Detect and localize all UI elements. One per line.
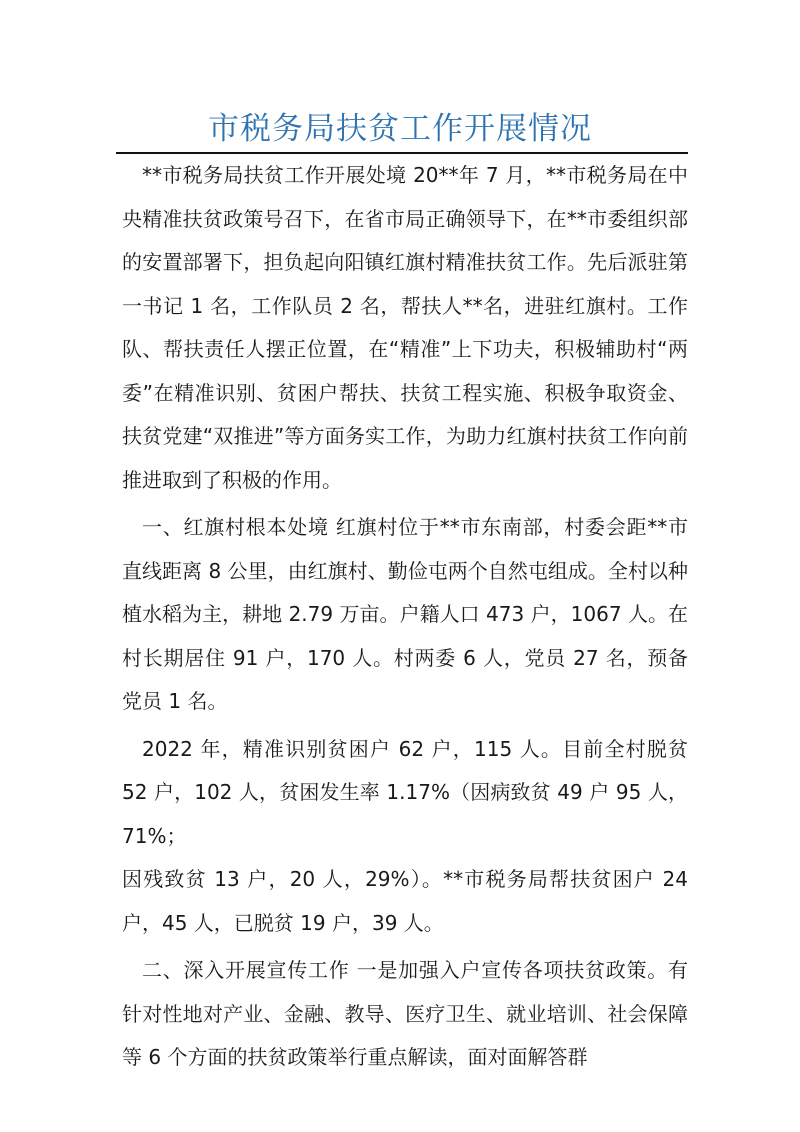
paragraph-village-basics: 一、红旗村根本处境 红旗村位于**市东南部，村委会距**市直线距离 8 公里，由红旗村、勤俭屯两个自然屯组成。全村以种植水稻为主，耕地 2.79 万亩。户籍人口 473 户，1067 人。在村长期居住 91 户，170 人。村两委 6 人，党员 27 名，预备党员 1 名。 bbox=[122, 515, 688, 713]
document-title: 市税务局扶贫工作开展情况 bbox=[208, 111, 592, 147]
paragraph-publicity-work: 二、深入开展宣传工作 一是加强入户宣传各项扶贫政策。有针对性地对产业、金融、教导、医疗卫生、就业培训、社会保障等 6 个方面的扶贫政策举行重点解读，面对面解答群 bbox=[122, 958, 688, 1069]
paragraph-overview: **市税务局扶贫工作开展处境 20**年 7 月，**市税务局在中央精准扶贫政策号召下，在省市局正确领导下，在**市委组织部的安置部署下，担负起向阳镇红旗村精准扶贫工作。先后派驻第一书记 1 名，工作队员 2 名，帮扶人**名，进驻红旗村。工作队、帮扶责任人摆正位置，在“精准”上下功夫，积极辅助村“两委”在精准识别、贫困户帮扶、扶贫工程实施、积极争取资金、扶贫党建“双推进”等方面务实工作，为助力红旗村扶贫工作向前推进取到了积极的作用。 bbox=[122, 163, 688, 492]
paragraph-poverty-stats-continued: 因残致贫 13 户，20 人，29%）。**市税务局帮扶贫困户 24 户，45 人，已脱贫 19 户，39 人。 bbox=[122, 867, 688, 935]
document-body bbox=[122, 154, 688, 1080]
paragraph-poverty-stats: 2022 年，精准识别贫困户 62 户，115 人。目前全村脱贫 52 户，102 人，贫困发生率 1.17%（因病致贫 49 户 95 人，71%； bbox=[122, 736, 688, 848]
